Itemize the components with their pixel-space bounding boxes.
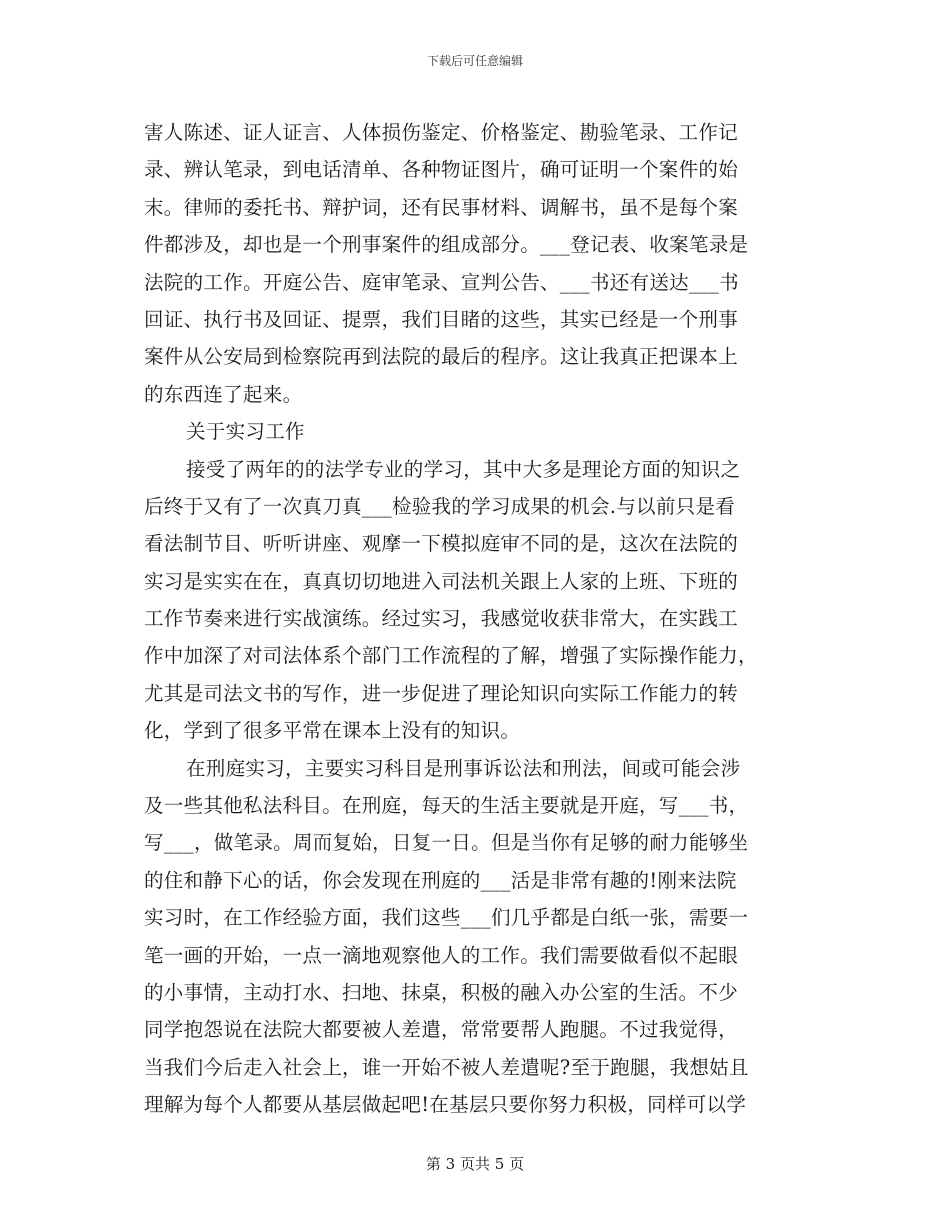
document-body (144, 114, 808, 1124)
text-line: 实习是实实在在，真真切切地进入司法机关跟上人家的上班、下班的 (144, 569, 739, 593)
text-line: 看法制节目、听听讲座、观摩一下模拟庭审不同的是，这次在法院的 (144, 532, 739, 556)
text-line: 化，学到了很多平常在课本上没有的知识。 (144, 719, 521, 743)
page-header: 下载后可任意编辑 (426, 54, 523, 68)
text-line: 实习时，在工作经验方面，我们这些___们几乎都是白纸一张，需要一 (144, 906, 749, 930)
text-line: 录、辨认笔录，到电话清单、各种物证图片，确可证明一个案件的始 (144, 158, 739, 182)
text-line: 的小事情，主动打水、扫地、抹桌，积极的融入办公室的生活。不少 (144, 980, 739, 1004)
text-line: 理解为每个人都要从基层做起吧!在基层只要你努力积极，同样可以学 (144, 1093, 747, 1117)
text-line: 工作节奏来进行实战演练。经过实习，我感觉收获非常大，在实践工 (144, 607, 739, 631)
text-line: 接受了两年的的法学专业的学习，其中大多是理论方面的知识之 (186, 457, 741, 481)
text-line: 案件从公安局到检察院再到法院的最后的程序。这让我真正把课本上 (144, 345, 739, 369)
text-line: 在刑庭实习，主要实习科目是刑事诉讼法和刑法，间或可能会涉 (186, 756, 741, 780)
text-line: 后终于又有了一次真刀真___检验我的学习成果的机会.与以前只是看 (144, 494, 736, 518)
text-line: 笔一画的开始，一点一滴地观察他人的工作。我们需要做看似不起眼 (144, 943, 739, 967)
text-line: 同学抱怨说在法院大都要被人差遣，常常要帮人跑腿。不过我觉得， (144, 1018, 739, 1042)
text-line: 回证、执行书及回证、提票，我们目睹的这些，其实已经是一个刑事 (144, 307, 739, 331)
text-line: 害人陈述、证人证言、人体损伤鉴定、价格鉴定、勘验笔录、工作记 (144, 121, 739, 144)
text-line: 及一些其他私法科目。在刑庭，每天的生活主要就是开庭，写___书， (144, 794, 749, 818)
text-line: 件都涉及，却也是一个刑事案件的组成部分。___登记表、收案笔录是 (144, 233, 749, 257)
text-line: 尤其是司法文书的写作，进一步促进了理论知识向实际工作能力的转 (144, 681, 739, 705)
text-line: 写___，做笔录。周而复始，日复一日。但是当你有足够的耐力能够坐 (144, 831, 749, 855)
text-line: 的住和静下心的话，你会发现在刑庭的___活是非常有趣的!刚来法院 (144, 868, 737, 892)
text-line: 关于实习工作 (186, 420, 305, 444)
text-line: 当我们今后走入社会上，谁一开始不被人差遣呢?至于跑腿，我想姑且 (144, 1055, 749, 1079)
page-footer: 第 3 页共 5 页 (425, 1155, 525, 1173)
text-line: 作中加深了对司法体系个部门工作流程的了解，增强了实际操作能力， (144, 644, 758, 668)
text-line: 末。律师的委托书、辩护词，还有民事材料、调解书，虽不是每个案 (144, 195, 739, 219)
text-line: 的东西连了起来。 (144, 382, 303, 406)
text-line: 法院的工作。开庭公告、庭审笔录、宣判公告、___书还有送达___书 (144, 270, 739, 294)
